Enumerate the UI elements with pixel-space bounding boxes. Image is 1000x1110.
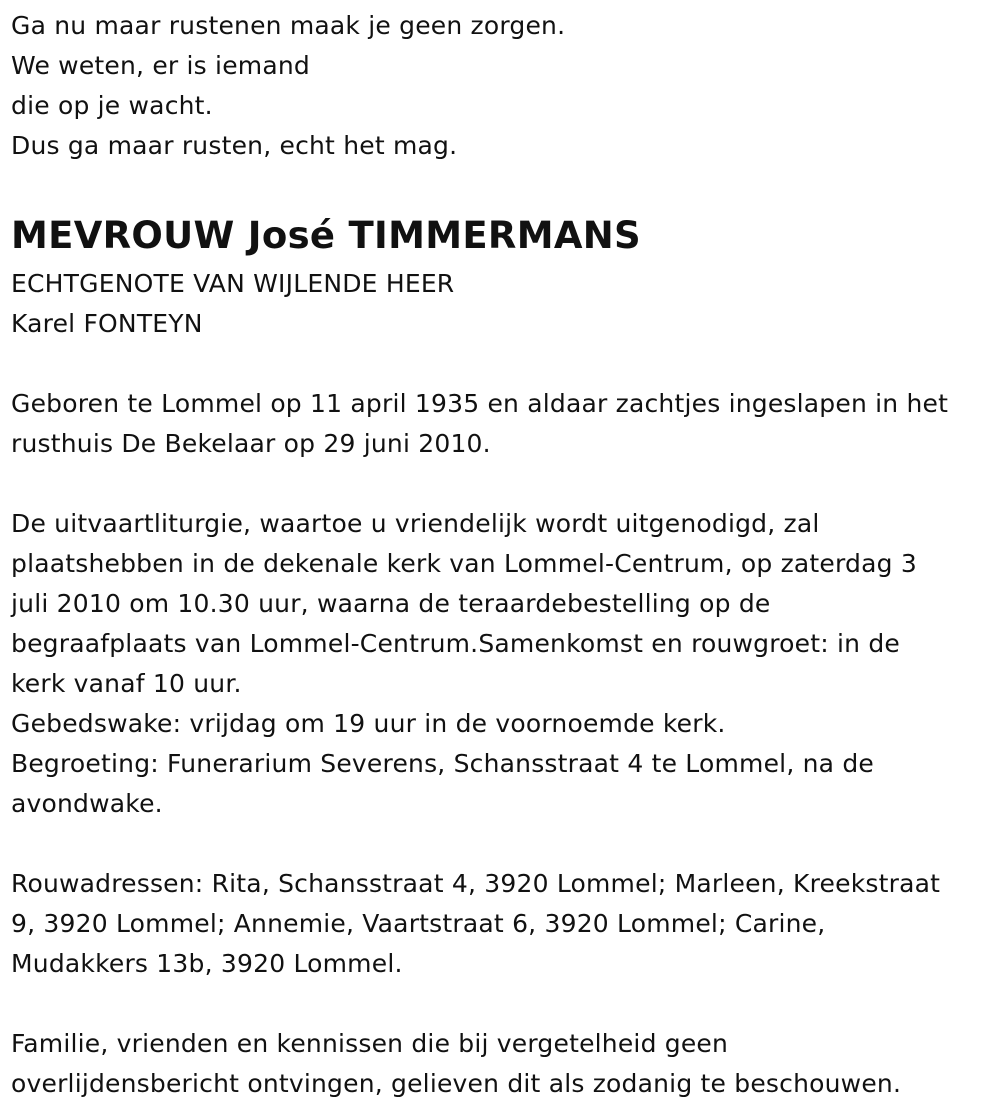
paragraph-line: avondwake. (11, 789, 163, 818)
birth-death-paragraph (11, 384, 991, 464)
poem-line: Dus ga maar rusten, echt het mag. (11, 131, 458, 160)
paragraph-line: De uitvaartliturgie, waartoe u vriendelijk wordt uitgenodigd, zal (11, 509, 820, 538)
paragraph-line: 9, 3920 Lommel; Annemie, Vaartstraat 6, 3920 Lommel; Carine, (11, 909, 826, 938)
closing-paragraph (11, 1024, 991, 1104)
deceased-block (11, 210, 991, 344)
poem-line: Ga nu maar rustenen maak je geen zorgen. (11, 11, 566, 40)
paragraph-line: overlijdensbericht ontvingen, gelieven dit als zodanig te beschouwen. (11, 1069, 902, 1098)
relation-line: ECHTGENOTE VAN WIJLENDE HEER (11, 269, 455, 298)
funeral-paragraph (11, 504, 991, 824)
paragraph-line: plaatshebben in de dekenale kerk van Lommel-Centrum, op zaterdag 3 (11, 549, 917, 578)
paragraph-line: Geboren te Lommel op 11 april 1935 en aldaar zachtjes ingeslapen in het (11, 389, 949, 418)
paragraph-line: kerk vanaf 10 uur. (11, 669, 242, 698)
paragraph-line: juli 2010 om 10.30 uur, waarna de teraardebestelling op de (11, 589, 771, 618)
paragraph-line: begraafplaats van Lommel-Centrum.Samenkomst en rouwgroet: in de (11, 629, 901, 658)
death-notice (11, 6, 991, 1104)
paragraph-line: Gebedswake: vrijdag om 19 uur in de voornoemde kerk. (11, 709, 726, 738)
paragraph-line: Mudakkers 13b, 3920 Lommel. (11, 949, 403, 978)
deceased-name: MEVROUW José TIMMERMANS (11, 214, 641, 257)
paragraph-line: Rouwadressen: Rita, Schansstraat 4, 3920 Lommel; Marleen, Kreekstraat (11, 869, 941, 898)
spouse-name: Karel FONTEYN (11, 309, 203, 338)
paragraph-line: Begroeting: Funerarium Severens, Schansstraat 4 te Lommel, na de (11, 749, 874, 778)
addresses-paragraph (11, 864, 991, 984)
poem-line: die op je wacht. (11, 91, 213, 120)
poem (11, 6, 991, 166)
poem-line: We weten, er is iemand (11, 51, 310, 80)
paragraph-line: Familie, vrienden en kennissen die bij vergetelheid geen (11, 1029, 729, 1058)
paragraph-line: rusthuis De Bekelaar op 29 juni 2010. (11, 429, 491, 458)
